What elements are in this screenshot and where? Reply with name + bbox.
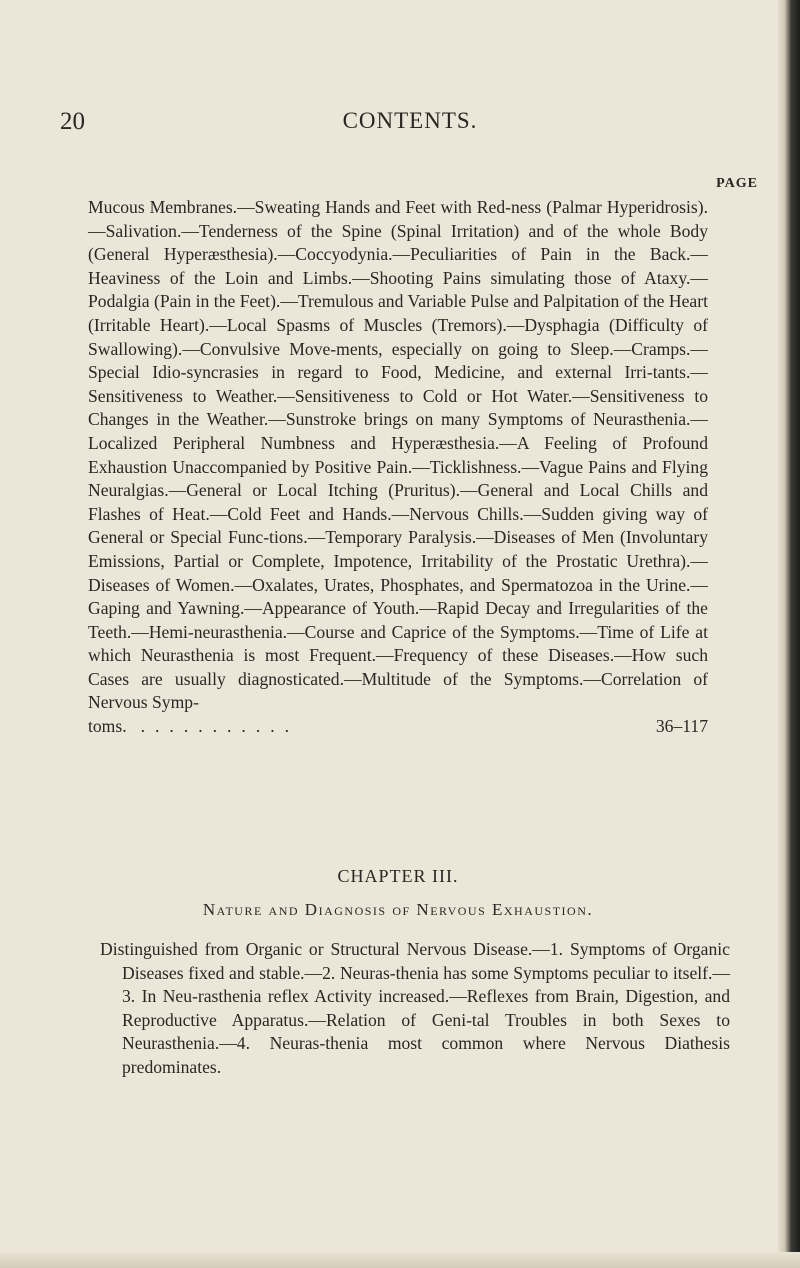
page-bottom-shadow [0,1252,800,1268]
running-title: CONTENTS. [342,108,478,133]
dot-leader: ........... [140,716,300,737]
contents-entry [88,196,708,739]
page-column-label: PAGE [716,176,758,191]
chapter-summary: Distinguished from Organic or Structural Nervous Disease.—1. Symptoms of Organic Diseases fixed and stable.—2. Neuras-thenia has some Symptoms peculiar to itself.—3. In Neu-rasthenia reflex Activity increased.—Reflexes from Brain, Digestion, and Reproductive Apparatus.—Relation of Geni-tal Troubles in both Sexes to Neurasthenia.—4. Neuras-thenia most common where Nervous Diathesis predominates. [100,939,730,1077]
page-header [60,108,760,138]
page-edge-shadow [778,0,800,1268]
chapter-title: Nature and Diagnosis of Nervous Exhaustion. [202,900,594,919]
entry-last-line [88,715,708,739]
chapter-heading: CHAPTER III. [337,866,459,886]
entry-last-word: toms. [88,716,127,737]
entry-text: Mucous Membranes.—Sweating Hands and Feet with Red-ness (Palmar Hyperidrosis).—Salivation.—Tenderness of the Spine (Spinal Irritation) and of the whole Body (General Hyperæsthesia).—Coccyodynia.—Peculiarities of Pain in the Back.—Heaviness of the Loin and Limbs.—Shooting Pains simulating those of Ataxy.—Podalgia (Pain in the Feet).—Tremulous and Variable Pulse and Palpitation of the Heart (Irritable Heart).—Local Spasms of Muscles (Tremors).—Dysphagia (Difficulty of Swallowing).—Convulsive Move-ments, especially on going to Sleep.—Cramps.—Special Idio-syncrasies in regard to Food, Medicine, and external Irri-tants.—Sensitiveness to Weather.—Sensitiveness to Cold or Hot Water.—Sensitiveness to Changes in the Weather.—Sunstroke brings on many Symptoms of Neurasthenia.—Localized Peripheral Numbness and Hyperæsthesia.—A Feeling of Profound Exhaustion Unaccompanied by Positive Pain.—Ticklishness.—Vague Pains and Flying Neuralgias.—General or Local Itching (Pruritus).—General and Local Chills and Flashes of Heat.—Cold Feet and Hands.—Nervous Chills.—Sudden giving way of General or Special Func-tions.—Temporary Paralysis.—Diseases of Men (Involuntary Emissions, Partial or Complete, Impotence, Irritability of the Prostatic Urethra).—Diseases of Women.—Oxalates, Urates, Phosphates, and Spermatozoa in the Urine.—Gaping and Yawning.—Appearance of Youth.—Rapid Decay and Irregularities of the Teeth.—Hemi-neurasthenia.—Course and Caprice of the Symptoms.—Time of Life at which Neurasthenia is most Frequent.—Frequency of these Diseases.—How such Cases are usually diagnosticated.—Multitude of the Symptoms.—Correlation of Nervous Symp- [88,197,708,713]
page-range: 36–117 [655,716,708,737]
page-number: 20 [60,108,85,135]
